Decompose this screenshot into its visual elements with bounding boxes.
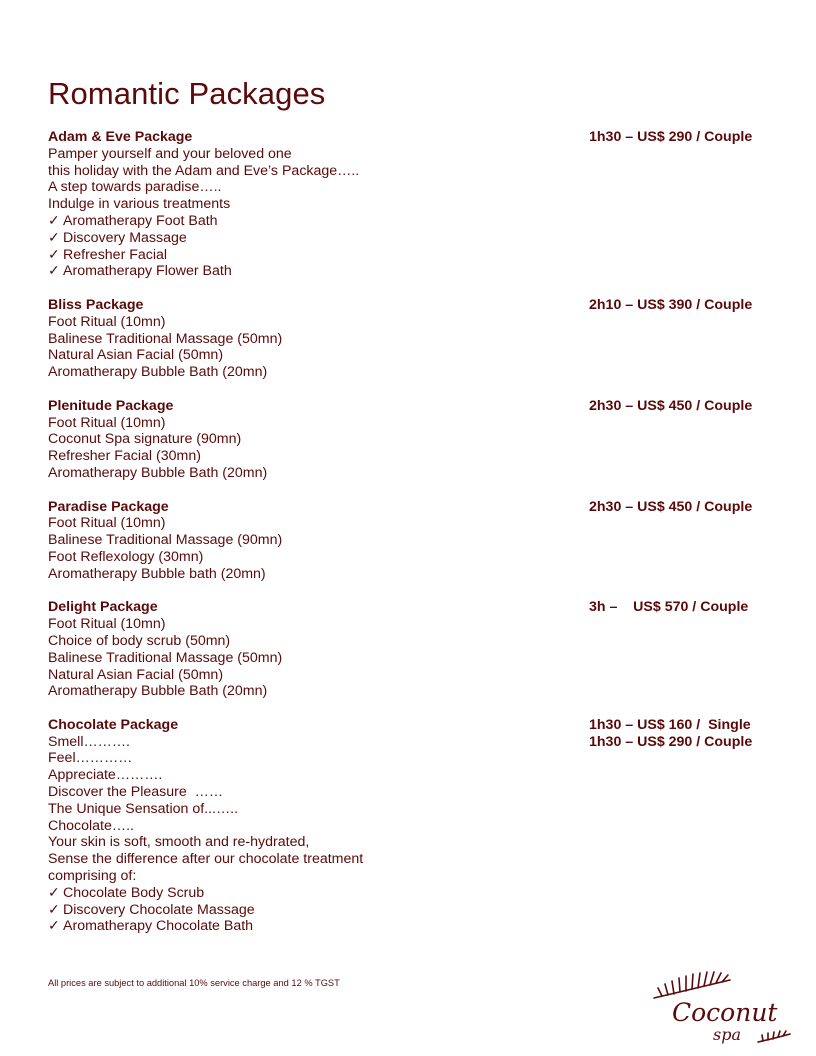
package-chocolate (48, 717, 768, 935)
package-prices (589, 499, 752, 516)
detail-text: Foot Ritual (10mn) (48, 414, 166, 431)
detail-line (48, 364, 768, 381)
package-details (48, 734, 768, 936)
detail-text: comprising of: (48, 868, 137, 885)
coconut-spa-logo (648, 968, 794, 1050)
detail-text: Natural Asian Facial (50mn) (48, 347, 224, 364)
package-delight (48, 599, 768, 700)
checkmark-icon: ✓ (48, 229, 60, 246)
package-name: Bliss Package (48, 296, 144, 313)
detail-line (48, 667, 768, 684)
checklist-item (48, 918, 768, 935)
detail-line (48, 683, 768, 700)
detail-text: Foot Ritual (10mn) (48, 616, 166, 633)
checkmark-icon: ✓ (48, 918, 60, 935)
detail-text: Aromatherapy Bubble Bath (20mn) (48, 364, 268, 381)
detail-text: Choice of body scrub (50mn) (48, 632, 231, 649)
package-details (48, 515, 768, 582)
detail-line (48, 650, 768, 667)
detail-line (48, 868, 768, 885)
package-price: 1h30 – US$ 290 / Couple (589, 129, 753, 145)
package-paradise (48, 499, 768, 583)
detail-line (48, 179, 768, 196)
detail-text: Refresher Facial (30mn) (48, 448, 201, 465)
package-prices (589, 398, 752, 415)
detail-text: Natural Asian Facial (50mn) (48, 666, 224, 683)
detail-line (48, 532, 768, 549)
package-price: 2h10 – US$ 390 / Couple (589, 296, 753, 313)
detail-text: Appreciate………. (48, 767, 163, 784)
detail-text: Aromatherapy Foot Bath (63, 212, 218, 229)
detail-text: Your skin is soft, smooth and re-hydrated, (48, 834, 310, 851)
detail-line (48, 818, 768, 835)
detail-line (48, 801, 768, 818)
package-name: Paradise Package (48, 498, 169, 515)
detail-line (48, 314, 768, 331)
detail-text: Discovery Massage (63, 229, 187, 246)
checkmark-icon: ✓ (48, 212, 60, 229)
detail-text: Sense the difference after our chocolate treatment (48, 851, 364, 868)
detail-line (48, 834, 768, 851)
detail-text: Balinese Traditional Massage (50mn) (48, 330, 283, 347)
detail-text: Pamper yourself and your beloved one (48, 145, 292, 162)
package-details (48, 415, 768, 482)
checklist-item (48, 885, 768, 902)
package-list (48, 129, 768, 952)
checkmark-icon: ✓ (48, 901, 60, 918)
detail-line (48, 347, 768, 364)
detail-text: Foot Reflexology (30mn) (48, 548, 204, 565)
package-details (48, 616, 768, 700)
detail-text: Discover the Pleasure …… (48, 784, 224, 801)
logo-subtext: spa (713, 1025, 741, 1044)
page-title: Romantic Packages (48, 76, 326, 111)
detail-text: Aromatherapy Flower Bath (63, 263, 232, 280)
price-footnote: All prices are subject to additional 10% service charge and 12 % TGST (48, 978, 340, 988)
package-details (48, 314, 768, 381)
detail-line (48, 431, 768, 448)
checklist-item (48, 247, 768, 264)
detail-text: Discovery Chocolate Massage (63, 901, 255, 918)
checklist-item (48, 902, 768, 919)
detail-text: Foot Ritual (10mn) (48, 313, 166, 330)
detail-line (48, 465, 768, 482)
detail-line (48, 196, 768, 213)
detail-text: Balinese Traditional Massage (50mn) (48, 649, 283, 666)
detail-line (48, 633, 768, 650)
package-price: 2h30 – US$ 450 / Couple (589, 498, 753, 515)
package-adam-eve (48, 129, 768, 280)
detail-line (48, 146, 768, 163)
package-name: Delight Package (48, 599, 158, 616)
detail-line (48, 616, 768, 633)
package-prices (589, 297, 752, 314)
detail-line (48, 163, 768, 180)
detail-text: Aromatherapy Bubble Bath (20mn) (48, 464, 268, 481)
package-name: Chocolate Package (48, 716, 179, 733)
detail-text: Aromatherapy Chocolate Bath (63, 918, 254, 935)
detail-text: Feel………… (48, 750, 133, 767)
detail-text: Chocolate….. (48, 817, 134, 834)
detail-line (48, 566, 768, 583)
checkmark-icon: ✓ (48, 246, 60, 263)
detail-line (48, 448, 768, 465)
detail-text: Aromatherapy Bubble bath (20mn) (48, 565, 266, 582)
logo-wordmark: Coconut (672, 998, 778, 1027)
detail-text: Balinese Traditional Massage (90mn) (48, 532, 283, 549)
package-price: 2h30 – US$ 450 / Couple (589, 397, 753, 414)
detail-line (48, 767, 768, 784)
detail-text: this holiday with the Adam and Eve’s Package….. (48, 162, 360, 179)
detail-text: Indulge in various treatments (48, 196, 231, 213)
checkmark-icon: ✓ (48, 263, 60, 280)
package-name: Adam & Eve Package (48, 129, 193, 145)
detail-line (48, 515, 768, 532)
detail-text: A step towards paradise….. (48, 179, 222, 196)
package-prices (589, 599, 748, 616)
package-bliss (48, 297, 768, 381)
detail-line (48, 750, 768, 767)
checklist-item (48, 263, 768, 280)
package-name: Plenitude Package (48, 397, 174, 414)
package-price: 3h – US$ 570 / Couple (589, 599, 749, 616)
detail-line (48, 331, 768, 348)
detail-line (48, 415, 768, 432)
detail-line (48, 549, 768, 566)
detail-line (48, 784, 768, 801)
package-details (48, 146, 768, 280)
detail-text: Smell………. (48, 733, 130, 750)
package-prices (589, 717, 752, 751)
checklist-item (48, 230, 768, 247)
checklist-item (48, 213, 768, 230)
detail-text: Chocolate Body Scrub (63, 884, 205, 901)
detail-text: Foot Ritual (10mn) (48, 515, 166, 532)
detail-text: Coconut Spa signature (90mn) (48, 431, 242, 448)
detail-line (48, 851, 768, 868)
package-price-single: 1h30 – US$ 160 / Single (589, 716, 751, 733)
detail-text: Refresher Facial (63, 246, 168, 263)
detail-text: The Unique Sensation of...….. (48, 800, 239, 817)
checkmark-icon: ✓ (48, 884, 60, 901)
package-price-couple: 1h30 – US$ 290 / Couple (589, 733, 753, 750)
detail-text: Aromatherapy Bubble Bath (20mn) (48, 683, 268, 700)
package-plenitude (48, 398, 768, 482)
package-prices (589, 129, 752, 146)
